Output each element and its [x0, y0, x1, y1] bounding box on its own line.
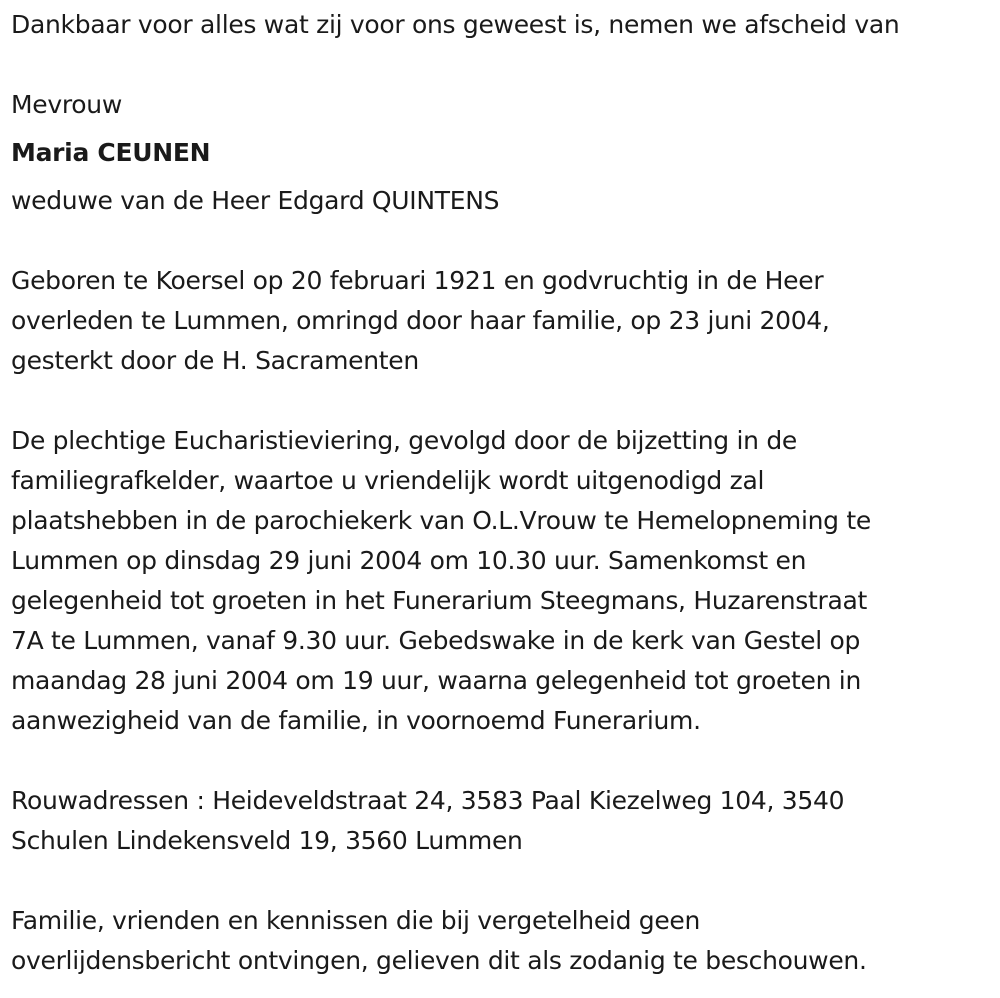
ceremony-line: gelegenheid tot groeten in het Funerarium Steegmans, Huzarenstraat	[11, 586, 868, 615]
intro-text: Dankbaar voor alles wat zij voor ons geweest is, nemen we afscheid van	[11, 10, 900, 39]
address-line: Schulen Lindekensveld 19, 3560 Lummen	[11, 826, 523, 855]
birth-death-line: gesterkt door de H. Sacramenten	[11, 346, 419, 375]
ceremony-line: De plechtige Eucharistieviering, gevolgd door de bijzetting in de	[11, 426, 798, 455]
ceremony-line: maandag 28 juni 2004 om 19 uur, waarna gelegenheid tot groeten in	[11, 666, 861, 695]
ceremony-line: Lummen op dinsdag 29 juni 2004 om 10.30 uur. Samenkomst en	[11, 546, 807, 575]
ceremony-line: familiegrafkelder, waartoe u vriendelijk wordt uitgenodigd zal	[11, 466, 765, 495]
ceremony-line: 7A te Lummen, vanaf 9.30 uur. Gebedswake in de kerk van Gestel op	[11, 626, 861, 655]
relation-text: weduwe van de Heer Edgard QUINTENS	[11, 186, 500, 215]
salutation: Mevrouw	[11, 90, 122, 119]
birth-death-line: Geboren te Koersel op 20 februari 1921 en godvruchtig in de Heer	[11, 266, 824, 295]
address-line: Rouwadressen : Heideveldstraat 24, 3583 Paal Kiezelweg 104, 3540	[11, 786, 845, 815]
ceremony-line: plaatshebben in de parochiekerk van O.L.Vrouw te Hemelopneming te	[11, 506, 871, 535]
deceased-name: Maria CEUNEN	[11, 138, 211, 167]
closing-line: overlijdensbericht ontvingen, gelieven dit als zodanig te beschouwen.	[11, 946, 867, 975]
closing-line: Familie, vrienden en kennissen die bij vergetelheid geen	[11, 906, 701, 935]
ceremony-line: aanwezigheid van de familie, in voornoemd Funerarium.	[11, 706, 701, 735]
birth-death-line: overleden te Lummen, omringd door haar familie, op 23 juni 2004,	[11, 306, 830, 335]
